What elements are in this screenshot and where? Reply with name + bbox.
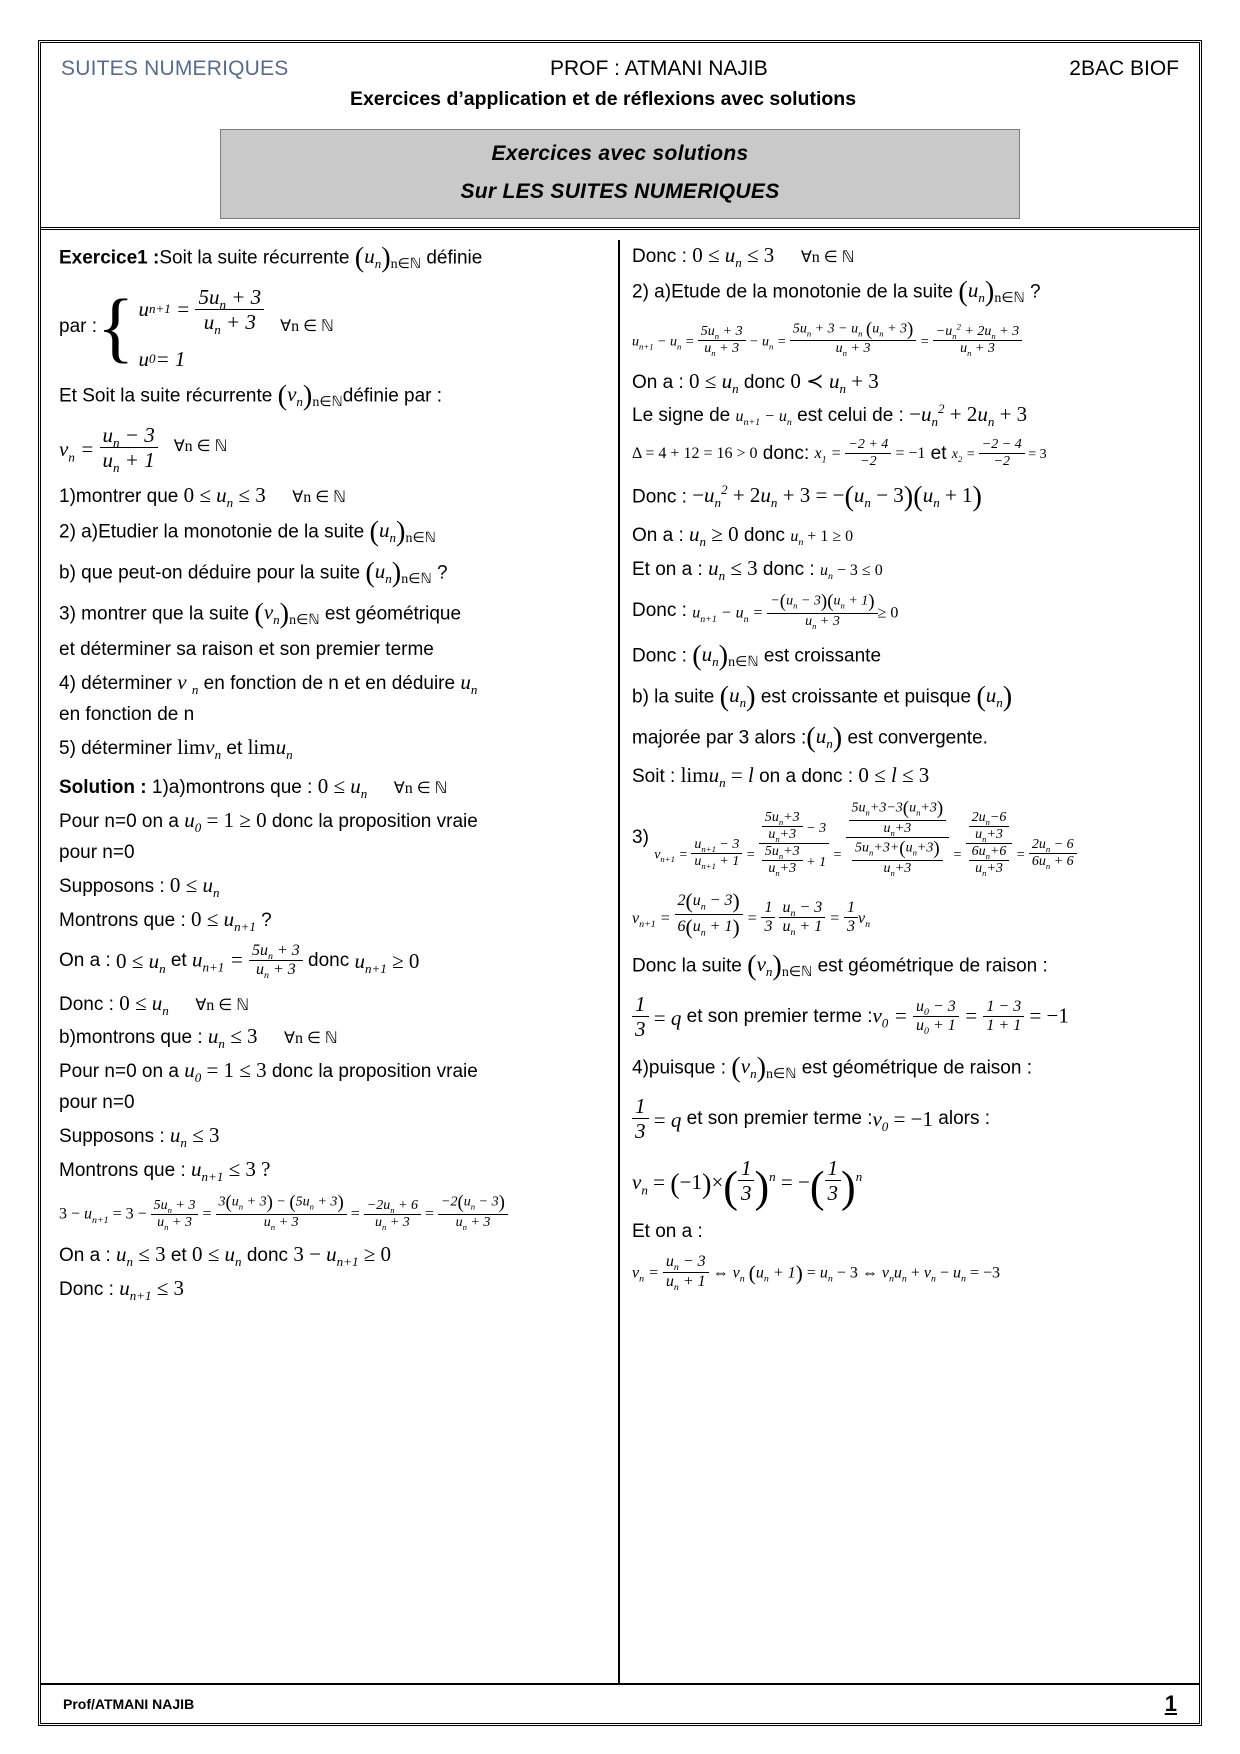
document-header [41,43,1199,230]
sol-ona-text: On a : [59,949,111,971]
sol-n0-a-math: = 1 ≥ 0 [206,807,267,832]
r-ona-un0-donc: donc [743,525,786,547]
exercise-statement [59,244,608,274]
r-et-on-a: Et on a : [632,1221,703,1243]
r-q4-v0: = −1 [893,1106,933,1131]
donc-final-text: Donc : [59,1278,114,1300]
solution-ona-final: On a : $u_n \le 3$ et $0 \le u_n$ donc $3 - u_{n+1} \ge 0$ [59,1241,391,1270]
left-brace-icon: { [97,283,135,371]
question-4-line2: en fonction de n [59,704,195,726]
page-border-frame [38,40,1202,1726]
r-q4-raison-et: et son premier terme : [686,1107,873,1129]
r-discriminant-line: Δ = 4 + 12 = 16 > 0 donc: $x_1$ = $\frac{-2 + 4}{-2}$ = −1 et $x_2$ = $\frac{-2 - 4}{-2}$ = 3 [632,437,1047,470]
question-3-text: 3) montrer que la suite [59,602,250,624]
exercise-intro: Soit la suite récurrente [159,247,350,269]
sequence-un-notation: $(u_n)_{n\in ℕ}$ [354,243,422,274]
title-line-2: Sur LES SUITES NUMERIQUES [460,180,780,203]
ona-final-end: ≥ 0 [363,1241,391,1266]
r-q4-end: est géométrique de raison : [801,1056,1032,1078]
r-ona-un0-text: On a : [632,525,684,547]
r-b-suite-mid: est croissante et puisque [760,686,972,708]
recurrence-equation: u n+1 = $\frac{5u_n + 3}{u_n + 3}$ [138,285,264,334]
r-b-majoree: majorée par 3 alors $:(u_n)$ est convergente. [632,722,988,754]
solution-base-case-a: Pour n=0 on a $u_0 = 1 \ge 0$ donc la proposition vraie [59,807,478,836]
r-vn-explicit: $v_n = (-1)\times$( $\frac{1}{3}$ )$^n$ = −( $\frac{1}{3}$ )$^n$ [632,1155,863,1212]
sol-n0-b-math: = 1 ≤ 3 [206,1058,267,1083]
footer-page-number: 1 [1164,1691,1177,1716]
r-question-4: 4)puisque : $(v_n)_{n\in ℕ}$ est géométrique de raison : [632,1052,1032,1084]
r-donc-croissante-text: Donc : [632,645,687,667]
solution-1b: b)montrons que : $u_n \le 3$ ∀n ∈ ℕ [59,1024,338,1052]
solution-pour-n0-a: pour n=0 [59,841,135,863]
r-delta-et: et [930,443,947,465]
r-q2a-text: 2) a)Etude de la monotonie de la suite [632,281,954,303]
solution-pour-n0-b: pour n=0 [59,1092,135,1114]
question-3-end: est géométrique [324,602,462,624]
r-q4-text: 4)puisque : [632,1056,727,1078]
sequence-vn-notation: $(v_n)_{n\in ℕ}$ [277,381,343,413]
r-question-2a-title: 2) a)Etude de la monotonie de la suite $(u_n)_{n\in ℕ}$ ? [632,276,1041,308]
r-ona-0un: On a : $0 \le u_n$ donc 0 ≺ $u_n + 3$ [632,368,879,396]
r-monotonie-equation: $u_{n+1} - u_n$ = $\frac{5u_n + 3}{u_n + 3}$ − $u_n$ = $\frac{5u_n + 3 - u_n (u_n + 3)}{u_n + 3}$ = $\frac{-u_n^2 + 2u_n + 3}{u_n + 3}$ [632,319,1183,358]
sol-montrons-text: Montrons que : [59,909,186,931]
question-5: 5) déterminer limv$_n$ et limu$_n$ [59,735,293,763]
forall-n-6: ∀n ∈ ℕ [284,1030,338,1048]
r-et-ona-text: Et on a : [632,559,703,581]
sol-ona-et: et [170,949,187,971]
par-label: par : [59,316,98,338]
r-soit-lim-text: Soit : [632,766,676,788]
et-soit-text: Et Soit la suite récurrente [59,385,273,407]
sol-supposons-text: Supposons : [59,875,165,897]
sol-montrons-end: ? [261,909,272,931]
question-4-mid: en fonction de n et en déduire [203,673,456,695]
header-row [55,57,1185,81]
solution-big-equation: $3 - u_{n+1} = 3$ − $\frac{5u_n + 3}{u_n + 3}$ = $\frac{3(u_n + 3) - (5u_n + 3)}{u_n + 3}$ = $\frac{-2u_n + 6}{u_n + 3}$ = $\frac{-2(u_n - 3)}{u_n + 3}$ [59,1192,608,1231]
r-b-suite-text: b) la suite [632,686,715,708]
forall-n-5: ∀n ∈ ℕ [195,996,250,1014]
r-delta-donc: donc: [762,443,810,465]
r-et-ona-donc: donc : [762,559,815,581]
question-1-text: 1)montrer que [59,486,179,508]
r-raison-et: et son premier terme : [686,1005,873,1027]
r-donc-croissante-end: est croissante [763,645,882,667]
solution-supposons-b: Supposons : $u_n \le 3$ [59,1123,220,1151]
vn-definition-equation: $v_n$ = $\frac{u_n - 3}{u_n + 1}$ ∀n ∈ ℕ [59,422,228,476]
r-ona-donc: donc [743,371,786,393]
header-subtitle: Exercices d’application et de réflexions avec solutions [349,88,857,110]
sol-donc1-text: Donc : [59,993,114,1015]
forall-n-2: ∀n ∈ ℕ [173,438,228,456]
document-footer [41,1683,1199,1723]
solution-montrons-a: Montrons que : $0 \le u_{n+1}$ ? [59,906,272,934]
sol-b-text: b)montrons que : [59,1027,203,1049]
sol-n0-a-text: Pour n=0 on a [59,810,179,832]
sequence-vn-statement [59,382,608,412]
sol-ona-donc: donc [308,949,350,971]
question-1: 1)montrer que $0 \le u_n \le 3$ ∀n ∈ ℕ [59,483,346,511]
r-b-majoree-end: est convergente. [847,726,988,748]
ona-final-mid: et [170,1244,187,1266]
sol-n0-b-text: Pour n=0 on a [59,1061,179,1083]
r-q4-raison: $\frac{1}{3}$ = q et son premier terme : $v_0 = -1$ alors : [632,1094,1183,1143]
question-2a: 2) a)Etudier la monotonie de la suite $(u_n)_{n\in ℕ}$ [59,517,436,549]
r-ona-un-positif: On a : $u_n \ge 0$ donc $u_n + 1 \ge 0$ [632,522,854,550]
r-donc-text: Donc : [632,246,687,267]
r-delta-text: Δ = 4 + 12 = 16 > 0 [632,444,758,462]
sol-n0-b-end: donc la proposition vraie [271,1061,478,1083]
question-2b-end: ? [436,562,448,584]
solution-montrons-b: Montrons que : $u_{n+1} \le 3$ ? [59,1157,271,1185]
header-professor: PROF : ATMANI NAJIB [549,57,768,80]
solution-ona-a: On a : $0 \le u_n$ et $u_{n+1}$ = $\frac{5u_n + 3}{u_n + 3}$ donc $u_{n+1} \ge 0$ [59,941,420,982]
question-4-text: 4) déterminer [59,673,172,695]
footer-author: Prof/ATMANI NAJIB [63,1696,195,1712]
solution-heading: Solution : 1)a)montrons que : $0 \le u_n$ ∀n ∈ ℕ [59,774,448,802]
r-q3-label: 3) [632,826,649,848]
r-donc-geo-text: Donc la suite [632,954,742,976]
exercise-label: Exercice1 : [59,247,160,269]
r-donc-quotient-text: Donc : [632,599,687,621]
ona-final-text: On a : [59,1244,111,1266]
r-le-signe-text: Le signe de [632,405,731,427]
r-donc-quotient: Donc : $u_{n+1} - u_n$ = $\frac{-(u_n - 3)(u_n + 1)}{u_n + 3}$ ≥ 0 [632,591,899,631]
r-donc-factorisation: Donc : $-u_n^2 + 2u_n + 3 = -(u_n - 3)(u_n + 1)$ [632,481,982,513]
forall-n-1: ∀n ∈ ℕ [280,318,334,336]
question-2b-text: b) que peut-on déduire pour la suite [59,562,361,584]
sol-supposons-b-text: Supposons : [59,1126,165,1148]
question-5-text: 5) déterminer [59,738,172,760]
initial-term-equation: u 0 = 1 [138,347,186,372]
r-q2a-end: ? [1030,281,1041,303]
question-5-mid: et [226,738,243,760]
r-donc-geometrique: Donc la suite $(v_n)_{n\in ℕ}$ est géométrique de raison : [632,950,1048,982]
brace-system [97,285,264,370]
r-donc-geo-end: est géométrique de raison : [817,954,1048,976]
ona-final-donc: donc [246,1244,289,1266]
r-le-signe-mid: est celui de : [797,405,904,427]
r-vn-equivalence: $v_n$ = $\frac{u_n - 3}{u_n + 1}$ ⇔ $v_n$ $(u_n + 1) = u_n - 3$ ⇔ $v_nu_n + v_n - u_n = -3$ [632,1253,1000,1293]
r-vn1-simplified: $v_{n+1}$ = $\frac{2(u_n - 3)}{6(u_n + 1)}$ = $\frac{1}{3}$ $\frac{u_n - 3}{u_n + 1}$ = $\frac{1}{3}$ $v_n$ [632,888,871,939]
et-soit-end: définie par : [342,385,443,407]
solution-label: Solution : [59,777,147,799]
r-donc-croissante: Donc : $(u_n)_{n\in ℕ}$ est croissante [632,641,882,673]
exercise-intro-end: définie [426,247,483,269]
question-2a-text: 2) a)Etudier la monotonie de la suite [59,521,365,543]
r-donc-factor-text: Donc : [632,485,687,507]
r-q3-chain: 3) $v_{n+1}$ = $\frac{u_{n+1} - 3}{u_{n+1} + 1}$ = $\frac{5u_n+3}{u_n+3}$ − 3 $\frac{5u_n+3}{u_n+3}$ + 1 = $\frac{\frac{5u_n+3-3(u_n+3)}{u_n+3}}{\frac{5u_n+3+(u_n+3)}{u_n+3}}$ = $\frac{\frac{2u_n-6}{u_n+3}}{\frac{6u_n+6}{u_n+3}}$ = $\frac{2u_n - 6}{6u_n + 6}$ [632,798,1183,877]
header-subject: SUITES NUMERIQUES [61,57,289,80]
question-2b: b) que peut-on déduire pour la suite $(u_n)_{n\in ℕ}$ ? [59,557,448,589]
r-soit-lim-mid: on a donc : [759,766,854,788]
r-ona-text: On a : [632,371,684,393]
sol-montrons-b-text: Montrons que : [59,1160,186,1182]
solution-donc-1: Donc : $0 \le u_n$ ∀n ∈ ℕ [59,990,250,1018]
r-b-majoree-text: majorée par 3 alors : [632,726,807,748]
sol-ona-concl: ≥ 0 [392,948,420,973]
title-box [220,129,1020,219]
document-body [41,230,1199,1683]
right-column [620,240,1193,1683]
r-le-signe: Le signe de $u_{n+1} - u_n$ est celui de : $-u_n^2 + 2u_n + 3$ [632,401,1028,430]
solution-base-case-b: Pour n=0 on a $u_0 = 1 \le 3$ donc la proposition vraie [59,1058,478,1086]
system-definition [59,285,608,370]
r-b-suite-croissante: b) la suite $(u_n)$ est croissante et puisque $(u_n)$ [632,681,1013,713]
r-et-ona: Et on a : $u_n \le 3$ donc : $u_n - 3 \le 0$ [632,556,883,584]
r-forall-n-1: ∀n ∈ ℕ [800,249,855,266]
solution-supposons-a: Supposons : $0 \le u_n$ [59,872,220,901]
question-3: 3) montrer que la suite $(v_n)_{n\in ℕ}$ est géométrique [59,598,462,630]
question-4: 4) déterminer v $_n$ en fonction de n et en déduire $u_n$ [59,670,478,698]
r-soit-limite: Soit : limu$_n$ = l on a donc : 0 ≤ l ≤ 3 [632,763,930,791]
title-line-1: Exercices avec solutions [491,142,749,165]
solution-donc-final: Donc : $u_{n+1} \le 3$ [59,1275,185,1304]
r-donc-encadrement: Donc : $0 \le u_n \le 3$ ∀n ∈ ℕ [632,243,855,271]
solution-1a-text: 1)a)montrons que : [151,777,313,799]
left-column [47,240,620,1683]
forall-n-3: ∀n ∈ ℕ [292,489,346,507]
question-3-line2: et déterminer sa raison et son premier terme [59,639,434,661]
header-level: 2BAC BIOF [1069,57,1179,80]
sol-n0-a-end: donc la proposition vraie [271,810,478,832]
forall-n-4: ∀n ∈ ℕ [393,780,448,798]
r-q4-alors: alors : [938,1107,991,1129]
r-raison-premier-terme: $\frac{1}{3}$ = q et son premier terme : $v_0$ = $\frac{u_0 - 3}{u_0 + 1}$ = $\frac{1 - 3}{1 + 1}$ = −1 [632,992,1183,1041]
